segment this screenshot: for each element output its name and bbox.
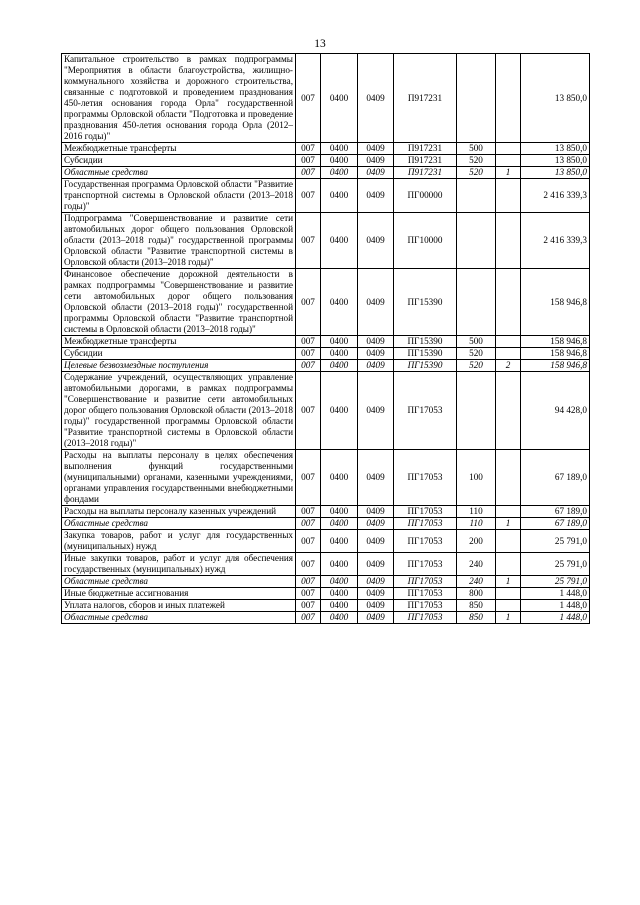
- cell-section: 0400: [321, 553, 358, 576]
- cell-section: 0400: [321, 213, 358, 269]
- row-name: Межбюджетные трансферты: [62, 336, 296, 348]
- cell-grbs: 007: [296, 553, 321, 576]
- table-row: [62, 600, 590, 612]
- row-name: Закупка товаров, работ и услуг для государственных (муниципальных) нужд: [62, 530, 296, 553]
- cell-amount: 2 416 339,3: [521, 213, 590, 269]
- cell-expense-type: 520: [457, 167, 496, 179]
- cell-subsection: 0409: [358, 553, 394, 576]
- row-name: Иные бюджетные ассигнования: [62, 588, 296, 600]
- cell-section: 0400: [321, 576, 358, 588]
- cell-expense-type: 200: [457, 530, 496, 553]
- table-row: [62, 54, 590, 143]
- cell-subsection: 0409: [358, 530, 394, 553]
- table-row: [62, 360, 590, 372]
- table-row: [62, 576, 590, 588]
- cell-target-article: ПГ10000: [394, 213, 457, 269]
- cell-target-article: ПГ15390: [394, 348, 457, 360]
- cell-grbs: 007: [296, 576, 321, 588]
- cell-section: 0400: [321, 612, 358, 624]
- cell-subsection: 0409: [358, 179, 394, 213]
- cell-expense-type: 520: [457, 348, 496, 360]
- cell-amount: 25 791,0: [521, 553, 590, 576]
- cell-section: 0400: [321, 143, 358, 155]
- row-name: Областные средства: [62, 167, 296, 179]
- cell-subsection: 0409: [358, 155, 394, 167]
- cell-section: 0400: [321, 360, 358, 372]
- cell-expense-type: 520: [457, 155, 496, 167]
- cell-subsection: 0409: [358, 269, 394, 336]
- cell-funding-source: [496, 553, 521, 576]
- cell-funding-source: [496, 336, 521, 348]
- cell-expense-type: [457, 54, 496, 143]
- cell-amount: 13 850,0: [521, 143, 590, 155]
- cell-grbs: 007: [296, 518, 321, 530]
- cell-funding-source: 1: [496, 612, 521, 624]
- cell-amount: 158 946,8: [521, 336, 590, 348]
- row-name: Целевые безвозмездные поступления: [62, 360, 296, 372]
- table-row: [62, 213, 590, 269]
- cell-subsection: 0409: [358, 372, 394, 450]
- cell-expense-type: [457, 372, 496, 450]
- table-row: [62, 506, 590, 518]
- cell-target-article: ПГ17053: [394, 530, 457, 553]
- cell-amount: 67 189,0: [521, 518, 590, 530]
- cell-funding-source: 1: [496, 576, 521, 588]
- cell-funding-source: [496, 54, 521, 143]
- table-row: [62, 612, 590, 624]
- cell-section: 0400: [321, 336, 358, 348]
- cell-funding-source: [496, 348, 521, 360]
- cell-subsection: 0409: [358, 213, 394, 269]
- cell-expense-type: [457, 269, 496, 336]
- cell-target-article: П917231: [394, 155, 457, 167]
- cell-funding-source: 1: [496, 518, 521, 530]
- cell-target-article: ПГ17053: [394, 450, 457, 506]
- cell-funding-source: [496, 588, 521, 600]
- cell-section: 0400: [321, 155, 358, 167]
- cell-funding-source: [496, 530, 521, 553]
- cell-grbs: 007: [296, 588, 321, 600]
- row-name: Содержание учреждений, осуществляющих управление автомобильными дорогами, в рамках подпрограммы "Совершенствование и развитие сети автомобильных дорог общего пользования Орловской области (2013–2018 годы)" государственной программы Орловской области "Развитие транспортной системы в Орловской области (2013–2018 годы)": [62, 372, 296, 450]
- cell-expense-type: 110: [457, 518, 496, 530]
- cell-funding-source: 1: [496, 167, 521, 179]
- row-name: Расходы на выплаты персоналу казенных учреждений: [62, 506, 296, 518]
- cell-grbs: 007: [296, 360, 321, 372]
- cell-grbs: 007: [296, 372, 321, 450]
- cell-target-article: П917231: [394, 143, 457, 155]
- cell-grbs: 007: [296, 530, 321, 553]
- table-row: [62, 588, 590, 600]
- cell-grbs: 007: [296, 600, 321, 612]
- cell-grbs: 007: [296, 54, 321, 143]
- row-name: Расходы на выплаты персоналу в целях обеспечения выполнения функций государственными (муниципальными) органами, казенными учреждениями, органами управления государственными внебюджетными фондами: [62, 450, 296, 506]
- cell-amount: 13 850,0: [521, 54, 590, 143]
- cell-target-article: ПГ15390: [394, 360, 457, 372]
- table-row: [62, 269, 590, 336]
- table-row: [62, 143, 590, 155]
- cell-subsection: 0409: [358, 588, 394, 600]
- cell-grbs: 007: [296, 506, 321, 518]
- cell-subsection: 0409: [358, 450, 394, 506]
- cell-funding-source: 2: [496, 360, 521, 372]
- cell-expense-type: 850: [457, 600, 496, 612]
- cell-subsection: 0409: [358, 576, 394, 588]
- cell-grbs: 007: [296, 612, 321, 624]
- cell-expense-type: 100: [457, 450, 496, 506]
- cell-section: 0400: [321, 269, 358, 336]
- cell-target-article: ПГ15390: [394, 269, 457, 336]
- cell-amount: 2 416 339,3: [521, 179, 590, 213]
- cell-amount: 25 791,0: [521, 530, 590, 553]
- table-row: [62, 155, 590, 167]
- cell-funding-source: [496, 600, 521, 612]
- page-number: 13: [314, 38, 326, 50]
- cell-grbs: 007: [296, 348, 321, 360]
- cell-subsection: 0409: [358, 360, 394, 372]
- cell-section: 0400: [321, 179, 358, 213]
- cell-amount: 1 448,0: [521, 588, 590, 600]
- cell-amount: 158 946,8: [521, 269, 590, 336]
- cell-section: 0400: [321, 348, 358, 360]
- cell-expense-type: 500: [457, 336, 496, 348]
- cell-expense-type: [457, 213, 496, 269]
- table-row: [62, 518, 590, 530]
- cell-amount: 158 946,8: [521, 348, 590, 360]
- cell-section: 0400: [321, 530, 358, 553]
- cell-grbs: 007: [296, 213, 321, 269]
- row-name: Иные закупки товаров, работ и услуг для обеспечения государственных (муниципальных) нужд: [62, 553, 296, 576]
- cell-target-article: ПГ17053: [394, 612, 457, 624]
- row-name: Уплата налогов, сборов и иных платежей: [62, 600, 296, 612]
- row-name: Областные средства: [62, 576, 296, 588]
- cell-subsection: 0409: [358, 54, 394, 143]
- cell-funding-source: [496, 213, 521, 269]
- cell-funding-source: [496, 155, 521, 167]
- cell-funding-source: [496, 143, 521, 155]
- table-row: [62, 372, 590, 450]
- row-name: Финансовое обеспечение дорожной деятельности в рамках подпрограммы "Совершенствование и развитие сети автомобильных дорог общего пользования Орловской области (2013–2018 годы)" государственной программы Орловской области "Развитие транспортной системы в Орловской области (2013–2018 годы)": [62, 269, 296, 336]
- cell-target-article: ПГ15390: [394, 336, 457, 348]
- cell-target-article: ПГ00000: [394, 179, 457, 213]
- cell-target-article: ПГ17053: [394, 553, 457, 576]
- cell-amount: 67 189,0: [521, 450, 590, 506]
- cell-amount: 67 189,0: [521, 506, 590, 518]
- cell-grbs: 007: [296, 155, 321, 167]
- cell-expense-type: [457, 179, 496, 213]
- cell-target-article: ПГ17053: [394, 576, 457, 588]
- cell-subsection: 0409: [358, 167, 394, 179]
- cell-grbs: 007: [296, 167, 321, 179]
- row-name: Субсидии: [62, 348, 296, 360]
- table-row: [62, 530, 590, 553]
- row-name: Капитальное строительство в рамках подпрограммы "Мероприятия в области благоустройства, жилищно-коммунального хозяйства и дорожного строительства, связанные с подготовкой и проведением празднования 450-летия основания города Орла" государственной программы Орловской области "Подготовка и проведение празднования 450-летия основания города Орла (2012–2016 годы)": [62, 54, 296, 143]
- cell-subsection: 0409: [358, 518, 394, 530]
- cell-section: 0400: [321, 506, 358, 518]
- cell-funding-source: [496, 372, 521, 450]
- cell-target-article: ПГ17053: [394, 600, 457, 612]
- cell-funding-source: [496, 269, 521, 336]
- cell-expense-type: 110: [457, 506, 496, 518]
- cell-grbs: 007: [296, 179, 321, 213]
- cell-funding-source: [496, 450, 521, 506]
- cell-expense-type: 800: [457, 588, 496, 600]
- cell-expense-type: 240: [457, 553, 496, 576]
- cell-grbs: 007: [296, 450, 321, 506]
- cell-amount: 1 448,0: [521, 600, 590, 612]
- cell-amount: 1 448,0: [521, 612, 590, 624]
- table-row: [62, 167, 590, 179]
- cell-section: 0400: [321, 588, 358, 600]
- cell-subsection: 0409: [358, 348, 394, 360]
- cell-amount: 158 946,8: [521, 360, 590, 372]
- cell-subsection: 0409: [358, 612, 394, 624]
- cell-expense-type: 850: [457, 612, 496, 624]
- cell-grbs: 007: [296, 143, 321, 155]
- cell-target-article: ПГ17053: [394, 518, 457, 530]
- cell-section: 0400: [321, 54, 358, 143]
- cell-subsection: 0409: [358, 506, 394, 518]
- cell-section: 0400: [321, 167, 358, 179]
- cell-amount: 13 850,0: [521, 167, 590, 179]
- cell-section: 0400: [321, 450, 358, 506]
- table-row: [62, 348, 590, 360]
- cell-target-article: ПГ17053: [394, 372, 457, 450]
- cell-amount: 94 428,0: [521, 372, 590, 450]
- cell-amount: 13 850,0: [521, 155, 590, 167]
- cell-amount: 25 791,0: [521, 576, 590, 588]
- row-name: Областные средства: [62, 612, 296, 624]
- cell-funding-source: [496, 506, 521, 518]
- cell-section: 0400: [321, 518, 358, 530]
- table-row: [62, 450, 590, 506]
- cell-expense-type: 500: [457, 143, 496, 155]
- row-name: Межбюджетные трансферты: [62, 143, 296, 155]
- budget-table-body: [62, 54, 590, 624]
- cell-grbs: 007: [296, 336, 321, 348]
- row-name: Подпрограмма "Совершенствование и развитие сети автомобильных дорог общего пользования Орловской области (2013–2018 годы)" государственной программы Орловской области "Развитие транспортной системы в Орловской области (2013–2018 годы)": [62, 213, 296, 269]
- cell-target-article: П917231: [394, 54, 457, 143]
- cell-expense-type: 520: [457, 360, 496, 372]
- cell-target-article: ПГ17053: [394, 506, 457, 518]
- table-row: [62, 553, 590, 576]
- row-name: Областные средства: [62, 518, 296, 530]
- budget-table: [61, 53, 590, 624]
- cell-subsection: 0409: [358, 143, 394, 155]
- table-row: [62, 336, 590, 348]
- table-row: [62, 179, 590, 213]
- row-name: Государственная программа Орловской области "Развитие транспортной системы в Орловской области (2013–2018 годы)": [62, 179, 296, 213]
- cell-subsection: 0409: [358, 600, 394, 612]
- cell-subsection: 0409: [358, 336, 394, 348]
- cell-expense-type: 240: [457, 576, 496, 588]
- cell-funding-source: [496, 179, 521, 213]
- row-name: Субсидии: [62, 155, 296, 167]
- cell-target-article: П917231: [394, 167, 457, 179]
- cell-section: 0400: [321, 372, 358, 450]
- cell-target-article: ПГ17053: [394, 588, 457, 600]
- cell-section: 0400: [321, 600, 358, 612]
- cell-grbs: 007: [296, 269, 321, 336]
